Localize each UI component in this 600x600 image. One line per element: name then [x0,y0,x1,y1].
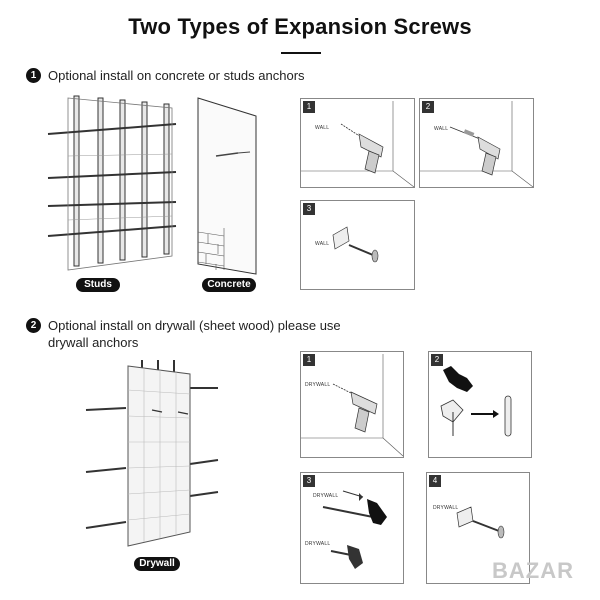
s1-step3-wall-label: WALL [315,241,330,247]
s2-step3-panel [300,472,404,584]
s1-step1-panel [300,98,415,188]
s1-step3-number: 3 [303,203,315,215]
s1-step2-panel [419,98,534,188]
s1-step3-panel [300,200,415,290]
s2-step4-drywall-label: DRYWALL [433,505,459,511]
s2-step2-panel [428,351,532,458]
s1-step2-wall-label: WALL [434,126,449,132]
s2-step3-drywall-label: DRYWALL [313,493,339,499]
drill-icon [301,352,403,457]
studs-label: Studs [76,278,120,292]
s2-step4-number: 4 [429,475,441,487]
watermark-logo: BAZAR [492,558,574,583]
s1-step1-number: 1 [303,101,315,113]
s1-step2-number: 2 [422,101,434,113]
drill-with-anchor-icon [420,99,533,187]
drywall-label: Drywall [134,557,180,571]
page-title: Two Types of Expansion Screws [128,14,472,39]
arrow-icon [429,352,531,457]
title-underline [281,52,321,54]
section2-heading-line2: drywall anchors [48,335,139,350]
concrete-illustration [196,98,258,276]
s2-step3-number: 3 [303,475,315,487]
section2-number-badge: 2 [26,318,41,333]
studs-illustration [48,96,178,271]
s2-step2-number: 2 [431,354,443,366]
section1-heading: Optional install on concrete or studs anchors [48,68,305,83]
drywall-illustration [86,360,221,548]
concrete-label: Concrete [202,278,256,292]
s1-step1-wall-label: WALL [315,125,330,131]
section2-heading-line1: Optional install on drywall (sheet wood) please use [48,318,341,333]
s2-step1-number: 1 [303,354,315,366]
drill-icon [301,99,414,187]
s2-step3-drywall-label-2: DRYWALL [305,541,331,547]
hammer-icon [301,473,403,583]
section1-number-badge: 1 [26,68,41,83]
s2-step1-drywall-label: DRYWALL [305,382,331,388]
s2-step1-panel [300,351,404,458]
screw-icon [301,201,414,289]
